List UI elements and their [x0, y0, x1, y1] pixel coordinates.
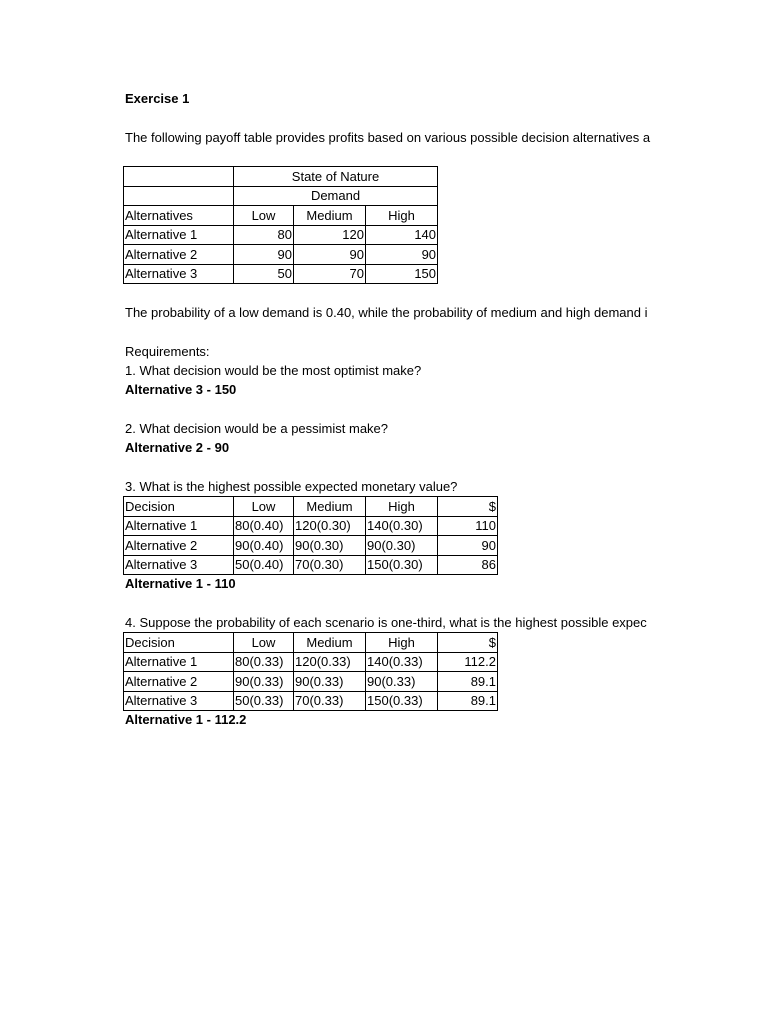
table-cell: 90	[366, 245, 438, 265]
row-label: Alternative 1	[124, 652, 234, 672]
table-cell	[124, 186, 234, 206]
demand-header: Demand	[234, 186, 438, 206]
probability-text: The probability of a low demand is 0.40, while the probability of medium and high demand i	[125, 305, 648, 320]
column-header: Medium	[294, 633, 366, 653]
table-cell: 50(0.33)	[234, 691, 294, 711]
payoff-table	[123, 166, 438, 284]
row-label: Alternative 2	[124, 536, 234, 556]
table-cell: 89.1	[438, 672, 498, 692]
table-cell: 140(0.30)	[366, 516, 438, 536]
table-cell: 120(0.30)	[294, 516, 366, 536]
table-row	[124, 167, 438, 187]
table-cell: 90(0.40)	[234, 536, 294, 556]
column-header: Low	[234, 206, 294, 226]
answer-2: Alternative 2 - 90	[125, 440, 230, 455]
question-2: 2. What decision would be a pessimist make?	[125, 421, 389, 436]
table-cell: 150(0.30)	[366, 555, 438, 575]
column-header: Medium	[294, 206, 366, 226]
column-header: $	[438, 633, 498, 653]
table-cell: 70	[294, 264, 366, 284]
table-cell: 150	[366, 264, 438, 284]
table-cell: 140	[366, 225, 438, 245]
table-cell: 50(0.40)	[234, 555, 294, 575]
answer-4: Alternative 1 - 112.2	[125, 712, 247, 727]
table-cell: 90	[234, 245, 294, 265]
emv-table	[123, 496, 498, 575]
answer-3: Alternative 1 - 110	[125, 576, 236, 591]
column-header: Low	[234, 497, 294, 517]
table-cell: 89.1	[438, 691, 498, 711]
table-row	[124, 672, 498, 692]
exercise-title: Exercise 1	[125, 91, 190, 106]
column-header: Low	[234, 633, 294, 653]
table-cell: 80(0.33)	[234, 652, 294, 672]
table-row	[124, 225, 438, 245]
table-cell: 112.2	[438, 652, 498, 672]
table-cell: 90(0.30)	[294, 536, 366, 556]
table-cell: 90	[438, 536, 498, 556]
column-header: Alternatives	[124, 206, 234, 226]
column-header: High	[366, 633, 438, 653]
table-cell: 86	[438, 555, 498, 575]
table-cell: 120	[294, 225, 366, 245]
table-cell: 120(0.33)	[294, 652, 366, 672]
question-1: 1. What decision would be the most optimist make?	[125, 363, 422, 378]
table-cell: 90(0.30)	[366, 536, 438, 556]
table-row	[124, 555, 498, 575]
table-row	[124, 691, 498, 711]
table-row	[124, 245, 438, 265]
table-row	[124, 536, 498, 556]
table-row	[124, 652, 498, 672]
column-header: Decision	[124, 497, 234, 517]
row-label: Alternative 1	[124, 516, 234, 536]
table-header-row	[124, 633, 498, 653]
table-cell: 50	[234, 264, 294, 284]
equal-probability-table	[123, 632, 498, 711]
intro-text: The following payoff table provides profits based on various possible decision alternatives a	[125, 130, 651, 145]
row-label: Alternative 3	[124, 691, 234, 711]
table-cell: 80(0.40)	[234, 516, 294, 536]
table-row	[124, 186, 438, 206]
table-cell: 90(0.33)	[294, 672, 366, 692]
row-label: Alternative 3	[124, 264, 234, 284]
column-header: Medium	[294, 497, 366, 517]
table-cell: 140(0.33)	[366, 652, 438, 672]
answer-1: Alternative 3 - 150	[125, 382, 237, 397]
table-cell	[124, 167, 234, 187]
table-cell: 110	[438, 516, 498, 536]
row-label: Alternative 2	[124, 245, 234, 265]
row-label: Alternative 3	[124, 555, 234, 575]
table-cell: 150(0.33)	[366, 691, 438, 711]
row-label: Alternative 1	[124, 225, 234, 245]
question-3: 3. What is the highest possible expected monetary value?	[125, 479, 458, 494]
row-label: Alternative 2	[124, 672, 234, 692]
table-row	[124, 516, 498, 536]
requirements-label: Requirements:	[125, 344, 210, 359]
column-header: High	[366, 206, 438, 226]
table-cell: 90(0.33)	[234, 672, 294, 692]
table-cell: 80	[234, 225, 294, 245]
question-4: 4. Suppose the probability of each scenario is one-third, what is the highest possible expec	[125, 615, 647, 630]
column-header: High	[366, 497, 438, 517]
table-cell: 90(0.33)	[366, 672, 438, 692]
table-header-row	[124, 497, 498, 517]
table-row	[124, 264, 438, 284]
table-cell: 70(0.33)	[294, 691, 366, 711]
state-of-nature-header: State of Nature	[234, 167, 438, 187]
column-header: Decision	[124, 633, 234, 653]
table-header-row	[124, 206, 438, 226]
table-cell: 90	[294, 245, 366, 265]
table-cell: 70(0.30)	[294, 555, 366, 575]
column-header: $	[438, 497, 498, 517]
